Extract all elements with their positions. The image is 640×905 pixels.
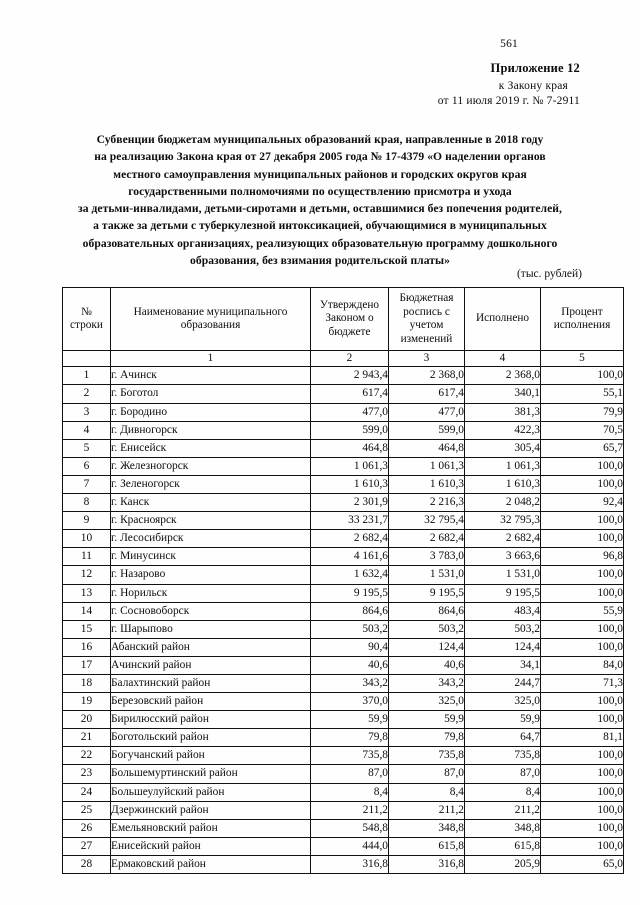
header-municipality-name <box>111 288 311 351</box>
table-row <box>63 711 624 729</box>
cell-approved-by-law: 4 161,6 <box>311 548 389 566</box>
cell-percent-executed: 100,0 <box>541 457 624 475</box>
subventions-table-container <box>62 287 623 874</box>
cell-municipality-name: г. Зеленогорск <box>111 475 311 493</box>
table-row <box>63 656 624 674</box>
cell-executed: 2 682,4 <box>465 530 541 548</box>
cell-percent-executed: 79,9 <box>541 403 624 421</box>
cell-budget-schedule: 2 368,0 <box>389 367 465 385</box>
header-line: Наименование муниципального <box>133 305 288 318</box>
cell-row-number: 9 <box>63 512 111 530</box>
header-approved-by-law <box>311 288 389 351</box>
header-line: Утверждено <box>319 298 380 311</box>
cell-row-number: 12 <box>63 566 111 584</box>
cell-approved-by-law: 617,4 <box>311 385 389 403</box>
cell-approved-by-law: 211,2 <box>311 801 389 819</box>
cell-budget-schedule: 1 610,3 <box>389 475 465 493</box>
cell-percent-executed: 55,9 <box>541 602 624 620</box>
column-number-cell <box>63 351 111 367</box>
cell-budget-schedule: 325,0 <box>389 693 465 711</box>
cell-executed: 735,8 <box>465 747 541 765</box>
header-line: учетом <box>409 319 444 332</box>
cell-approved-by-law: 79,8 <box>311 729 389 747</box>
cell-row-number: 23 <box>63 765 111 783</box>
header-row-number <box>63 288 111 351</box>
table-row <box>63 638 624 656</box>
cell-executed: 32 795,3 <box>465 512 541 530</box>
cell-row-number: 5 <box>63 439 111 457</box>
cell-executed: 211,2 <box>465 801 541 819</box>
column-number-cell: 5 <box>541 351 624 367</box>
cell-percent-executed: 70,5 <box>541 421 624 439</box>
cell-approved-by-law: 90,4 <box>311 638 389 656</box>
cell-executed: 381,3 <box>465 403 541 421</box>
cell-executed: 59,9 <box>465 711 541 729</box>
units-note: (тыс. рублей) <box>516 268 582 280</box>
cell-approved-by-law: 1 632,4 <box>311 566 389 584</box>
table-row <box>63 765 624 783</box>
cell-executed: 422,3 <box>465 421 541 439</box>
cell-executed: 348,8 <box>465 819 541 837</box>
cell-executed: 325,0 <box>465 693 541 711</box>
cell-percent-executed: 100,0 <box>541 711 624 729</box>
cell-percent-executed: 65,0 <box>541 855 624 873</box>
cell-approved-by-law: 2 682,4 <box>311 530 389 548</box>
header-line: исполнения <box>553 319 611 332</box>
cell-budget-schedule: 2 682,4 <box>389 530 465 548</box>
cell-percent-executed: 100,0 <box>541 783 624 801</box>
cell-municipality-name: г. Минусинск <box>111 548 311 566</box>
cell-approved-by-law: 2 943,4 <box>311 367 389 385</box>
cell-municipality-name: г. Боготол <box>111 385 311 403</box>
cell-row-number: 16 <box>63 638 111 656</box>
table-row <box>63 819 624 837</box>
cell-municipality-name: Абанский район <box>111 638 311 656</box>
table-row <box>63 729 624 747</box>
cell-percent-executed: 55,1 <box>541 385 624 403</box>
cell-municipality-name: г. Шарыпово <box>111 620 311 638</box>
cell-municipality-name: г. Дивногорск <box>111 421 311 439</box>
table-row <box>63 494 624 512</box>
page-title <box>58 131 582 269</box>
cell-budget-schedule: 864,6 <box>389 602 465 620</box>
header-line: Бюджетная <box>399 292 454 304</box>
title-line: Субвенции бюджетам муниципальных образований края, направленные в 2018 году <box>96 133 544 146</box>
cell-municipality-name: г. Железногорск <box>111 457 311 475</box>
cell-municipality-name: Березовский район <box>111 693 311 711</box>
title-line: за детьми-инвалидами, детьми-сиротами и детьми, оставшимися без попечения родителей, <box>78 202 562 216</box>
cell-budget-schedule: 348,8 <box>389 819 465 837</box>
cell-municipality-name: г. Бородино <box>111 403 311 421</box>
cell-approved-by-law: 1 061,3 <box>311 457 389 475</box>
table-row <box>63 403 624 421</box>
cell-budget-schedule: 2 216,3 <box>389 494 465 512</box>
cell-row-number: 28 <box>63 855 111 873</box>
cell-approved-by-law: 370,0 <box>311 693 389 711</box>
cell-municipality-name: Бирилюсский район <box>111 711 311 729</box>
cell-approved-by-law: 343,2 <box>311 674 389 692</box>
cell-municipality-name: Дзержинский район <box>111 801 311 819</box>
table-row <box>63 530 624 548</box>
header-budget-schedule <box>389 288 465 351</box>
table-row <box>63 855 624 873</box>
cell-percent-executed: 100,0 <box>541 620 624 638</box>
cell-executed: 1 610,3 <box>465 475 541 493</box>
cell-percent-executed: 100,0 <box>541 512 624 530</box>
cell-executed: 244,7 <box>465 674 541 692</box>
cell-approved-by-law: 548,8 <box>311 819 389 837</box>
header-line: № <box>81 305 92 318</box>
cell-approved-by-law: 464,8 <box>311 439 389 457</box>
cell-budget-schedule: 8,4 <box>389 783 465 801</box>
cell-row-number: 11 <box>63 548 111 566</box>
header-line: строки <box>70 319 103 332</box>
cell-executed: 64,7 <box>465 729 541 747</box>
cell-municipality-name: г. Лесосибирск <box>111 530 311 548</box>
cell-approved-by-law: 864,6 <box>311 602 389 620</box>
cell-budget-schedule: 316,8 <box>389 855 465 873</box>
cell-approved-by-law: 477,0 <box>311 403 389 421</box>
cell-approved-by-law: 444,0 <box>311 837 389 855</box>
cell-approved-by-law: 1 610,3 <box>311 475 389 493</box>
cell-row-number: 14 <box>63 602 111 620</box>
cell-row-number: 20 <box>63 711 111 729</box>
cell-percent-executed: 81,1 <box>541 729 624 747</box>
cell-budget-schedule: 599,0 <box>389 421 465 439</box>
cell-executed: 205,9 <box>465 855 541 873</box>
cell-approved-by-law: 87,0 <box>311 765 389 783</box>
cell-approved-by-law: 316,8 <box>311 855 389 873</box>
table-row <box>63 674 624 692</box>
cell-executed: 87,0 <box>465 765 541 783</box>
cell-municipality-name: Балахтинский район <box>111 674 311 692</box>
cell-percent-executed: 100,0 <box>541 475 624 493</box>
cell-budget-schedule: 464,8 <box>389 439 465 457</box>
cell-approved-by-law: 503,2 <box>311 620 389 638</box>
cell-executed: 503,2 <box>465 620 541 638</box>
table-row <box>63 783 624 801</box>
page-number: 561 <box>500 38 518 50</box>
cell-budget-schedule: 32 795,4 <box>389 512 465 530</box>
column-number-cell: 1 <box>111 351 311 367</box>
header-line: бюджете <box>328 325 371 338</box>
table-row <box>63 439 624 457</box>
header-line: изменений <box>400 332 453 345</box>
cell-executed: 3 663,6 <box>465 548 541 566</box>
cell-budget-schedule: 343,2 <box>389 674 465 692</box>
cell-executed: 340,1 <box>465 385 541 403</box>
cell-budget-schedule: 615,8 <box>389 837 465 855</box>
cell-percent-executed: 100,0 <box>541 566 624 584</box>
cell-row-number: 6 <box>63 457 111 475</box>
cell-percent-executed: 100,0 <box>541 367 624 385</box>
cell-percent-executed: 100,0 <box>541 819 624 837</box>
cell-row-number: 24 <box>63 783 111 801</box>
cell-municipality-name: Ачинский район <box>111 656 311 674</box>
column-number-cell: 4 <box>465 351 541 367</box>
table-row <box>63 620 624 638</box>
cell-budget-schedule: 1 061,3 <box>389 457 465 475</box>
cell-row-number: 27 <box>63 837 111 855</box>
cell-percent-executed: 100,0 <box>541 765 624 783</box>
cell-row-number: 7 <box>63 475 111 493</box>
cell-municipality-name: г. Ачинск <box>111 367 311 385</box>
cell-municipality-name: Большемуртинский район <box>111 765 311 783</box>
cell-municipality-name: г. Назарово <box>111 566 311 584</box>
cell-budget-schedule: 477,0 <box>389 403 465 421</box>
cell-approved-by-law: 9 195,5 <box>311 584 389 602</box>
cell-municipality-name: г. Сосновоборск <box>111 602 311 620</box>
cell-budget-schedule: 79,8 <box>389 729 465 747</box>
cell-municipality-name: г. Норильск <box>111 584 311 602</box>
document-header <box>0 38 580 107</box>
cell-budget-schedule: 9 195,5 <box>389 584 465 602</box>
cell-budget-schedule: 59,9 <box>389 711 465 729</box>
cell-approved-by-law: 599,0 <box>311 421 389 439</box>
table-body <box>63 351 624 874</box>
header-line: Процент <box>561 305 603 318</box>
cell-budget-schedule: 617,4 <box>389 385 465 403</box>
header-executed <box>465 288 541 351</box>
cell-municipality-name: г. Енисейск <box>111 439 311 457</box>
cell-budget-schedule: 124,4 <box>389 638 465 656</box>
table-row <box>63 801 624 819</box>
cell-budget-schedule: 40,6 <box>389 656 465 674</box>
cell-percent-executed: 100,0 <box>541 801 624 819</box>
cell-row-number: 10 <box>63 530 111 548</box>
cell-row-number: 19 <box>63 693 111 711</box>
header-line: роспись с <box>403 305 450 318</box>
appendix-subtitle: к Закону края <box>498 80 568 92</box>
cell-municipality-name: г. Канск <box>111 494 311 512</box>
title-line: образования, без взимания родительской платы» <box>190 254 450 268</box>
table-row <box>63 367 624 385</box>
cell-budget-schedule: 735,8 <box>389 747 465 765</box>
cell-executed: 305,4 <box>465 439 541 457</box>
cell-budget-schedule: 1 531,0 <box>389 566 465 584</box>
title-line: а также за детьми с туберкулезной интоксикацией, обучающимися в муниципальных <box>93 219 547 233</box>
cell-budget-schedule: 87,0 <box>389 765 465 783</box>
column-number-cell: 2 <box>311 351 389 367</box>
table-row <box>63 747 624 765</box>
title-line: на реализацию Закона края от 27 декабря 2005 года № 17-4379 «О наделении органов <box>94 150 546 164</box>
table-row <box>63 602 624 620</box>
cell-percent-executed: 65,7 <box>541 439 624 457</box>
cell-percent-executed: 84,0 <box>541 656 624 674</box>
cell-budget-schedule: 503,2 <box>389 620 465 638</box>
cell-row-number: 13 <box>63 584 111 602</box>
cell-municipality-name: Енисейский район <box>111 837 311 855</box>
header-line: Исполнено <box>475 312 530 325</box>
table-header-row <box>63 288 624 351</box>
header-line: образования <box>180 319 241 332</box>
cell-approved-by-law: 33 231,7 <box>311 512 389 530</box>
cell-executed: 483,4 <box>465 602 541 620</box>
cell-percent-executed: 100,0 <box>541 837 624 855</box>
cell-percent-executed: 100,0 <box>541 747 624 765</box>
cell-row-number: 15 <box>63 620 111 638</box>
cell-executed: 2 048,2 <box>465 494 541 512</box>
cell-budget-schedule: 3 783,0 <box>389 548 465 566</box>
cell-row-number: 3 <box>63 403 111 421</box>
cell-percent-executed: 100,0 <box>541 584 624 602</box>
cell-budget-schedule: 211,2 <box>389 801 465 819</box>
table-header <box>63 288 624 351</box>
cell-approved-by-law: 8,4 <box>311 783 389 801</box>
cell-approved-by-law: 735,8 <box>311 747 389 765</box>
cell-municipality-name: г. Красноярск <box>111 512 311 530</box>
cell-municipality-name: Емельяновский район <box>111 819 311 837</box>
cell-executed: 1 531,0 <box>465 566 541 584</box>
subventions-table <box>62 287 624 874</box>
table-row <box>63 385 624 403</box>
cell-approved-by-law: 40,6 <box>311 656 389 674</box>
cell-percent-executed: 100,0 <box>541 530 624 548</box>
title-line: местного самоуправления муниципальных районов и городских округов края <box>113 167 527 181</box>
table-row <box>63 566 624 584</box>
column-number-row <box>63 351 624 367</box>
cell-municipality-name: Большеулуйский район <box>111 783 311 801</box>
cell-executed: 124,4 <box>465 638 541 656</box>
appendix-title: Приложение 12 <box>490 61 580 75</box>
cell-row-number: 25 <box>63 801 111 819</box>
header-percent-executed <box>541 288 624 351</box>
cell-row-number: 21 <box>63 729 111 747</box>
table-row <box>63 693 624 711</box>
cell-percent-executed: 71,3 <box>541 674 624 692</box>
cell-municipality-name: Ермаковский район <box>111 855 311 873</box>
title-line: государственными полномочиями по осуществлению присмотра и ухода <box>128 184 512 198</box>
appendix-law-reference: от 11 июля 2019 г. № 7-2911 <box>437 95 580 107</box>
cell-municipality-name: Богучанский район <box>111 747 311 765</box>
cell-row-number: 22 <box>63 747 111 765</box>
title-line: образовательных организациях, реализующих образовательную программу дошкольного <box>82 236 558 250</box>
cell-executed: 615,8 <box>465 837 541 855</box>
cell-percent-executed: 92,4 <box>541 494 624 512</box>
cell-percent-executed: 100,0 <box>541 693 624 711</box>
cell-row-number: 1 <box>63 367 111 385</box>
table-row <box>63 421 624 439</box>
cell-percent-executed: 100,0 <box>541 638 624 656</box>
table-row <box>63 548 624 566</box>
table-row <box>63 584 624 602</box>
table-row <box>63 475 624 493</box>
cell-row-number: 2 <box>63 385 111 403</box>
cell-executed: 8,4 <box>465 783 541 801</box>
cell-row-number: 4 <box>63 421 111 439</box>
cell-executed: 1 061,3 <box>465 457 541 475</box>
cell-approved-by-law: 2 301,9 <box>311 494 389 512</box>
cell-row-number: 26 <box>63 819 111 837</box>
cell-row-number: 18 <box>63 674 111 692</box>
header-line: Законом о <box>325 312 374 325</box>
cell-row-number: 8 <box>63 494 111 512</box>
table-row <box>63 457 624 475</box>
column-number-cell: 3 <box>389 351 465 367</box>
cell-row-number: 17 <box>63 656 111 674</box>
cell-municipality-name: Боготольский район <box>111 729 311 747</box>
cell-executed: 34,1 <box>465 656 541 674</box>
table-row <box>63 837 624 855</box>
table-row <box>63 512 624 530</box>
cell-approved-by-law: 59,9 <box>311 711 389 729</box>
cell-executed: 2 368,0 <box>465 367 541 385</box>
cell-percent-executed: 96,8 <box>541 548 624 566</box>
cell-executed: 9 195,5 <box>465 584 541 602</box>
